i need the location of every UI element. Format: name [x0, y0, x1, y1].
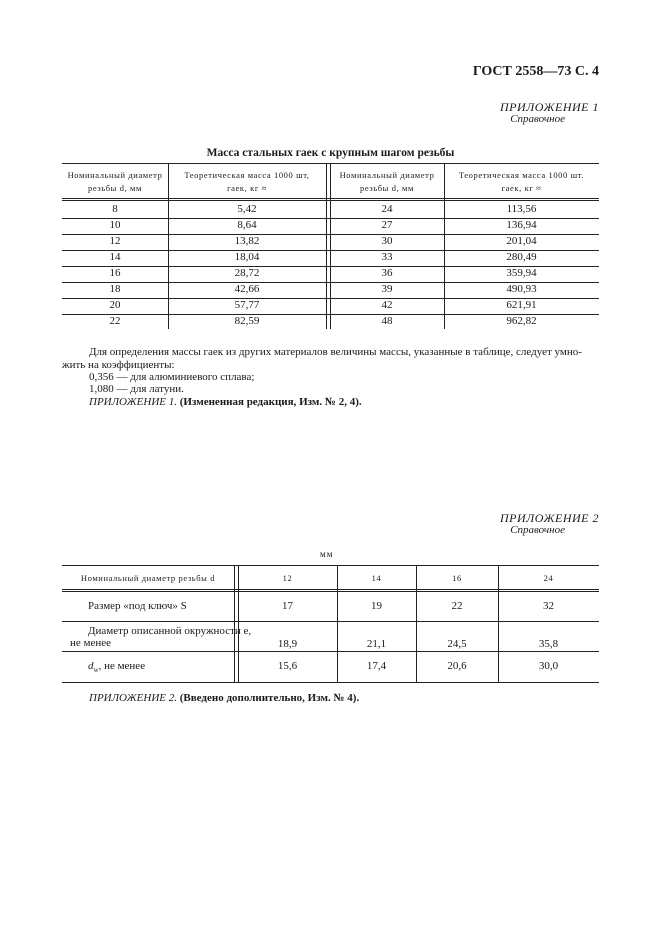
table-row: 22 82,59 48 962,82: [109, 315, 537, 327]
table-2: [62, 565, 599, 685]
table-1: [62, 163, 599, 333]
table-2-header-value: 24: [543, 573, 554, 583]
table-1-header-diameter-1: Номинальный диаметр резьбы d, мм: [67, 170, 163, 193]
table-2-header-value: 14: [371, 573, 382, 583]
appendix-1-edition-note: ПРИЛОЖЕНИЕ 1. (Измененная редакция, Изм. № 2, 4).: [89, 396, 362, 408]
table-row: 10 8,64 27 136,94: [62, 219, 599, 235]
table-row: 16 28,72 36 359,94: [62, 267, 599, 283]
appendix-2-edition-note: ПРИЛОЖЕНИЕ 2. (Введено дополнительно, Изм. № 4).: [89, 692, 360, 704]
table-2-header-value: 16: [452, 573, 462, 583]
appendix-2-subtitle: Справочное: [510, 524, 565, 536]
note-paragraph-line-2: жить на коэффициенты:: [62, 359, 175, 371]
coefficient-aluminium: 0,356 — для алюминиевого сплава;: [89, 371, 255, 383]
table-row: 8 5,42 24 113,56: [62, 203, 599, 219]
appendix-1-subtitle: Справочное: [510, 113, 565, 125]
coefficient-brass: 1,080 — для латуни.: [89, 383, 184, 395]
appendix-2-title: ПРИЛОЖЕНИЕ 2: [500, 511, 599, 525]
table-row: 18 42,66 39 490,93: [62, 283, 599, 299]
table-row: 14 18,04 33 280,49: [62, 251, 599, 267]
table-1-header-mass-1: Теоретическая масса 1000 шт, гаек, кг ≈: [184, 170, 310, 193]
appendix-1-title: ПРИЛОЖЕНИЕ 1: [500, 100, 599, 114]
table-row: Размер «под ключ» S 17 19 22 32: [88, 600, 554, 612]
table-2-header-value: 12: [282, 573, 293, 583]
table-1-header-diameter-2: Номинальный диаметр резьбы d, мм: [339, 170, 435, 193]
note-paragraph-line-1: Для определения массы гаек из других материалов величины массы, указанные в таблице, следует умно-: [89, 346, 582, 358]
unit-label: мм: [320, 549, 334, 559]
document-reference: ГОСТ 2558—73 С. 4: [472, 64, 599, 79]
table-1-header-mass-2: Теоретическая масса 1000 шт. гаек, кг ≈: [458, 170, 585, 193]
table-row: $d_w$, не менее 15,6 17,4 20,6 30,0: [88, 660, 559, 674]
table-row: 12 13,82 30 201,04: [62, 235, 599, 251]
table-row: 20 57,77 42 621,91: [62, 299, 599, 315]
table-2-header-label: Номинальный диаметр резьбы d: [80, 573, 216, 583]
table-1-caption: Масса стальных гаек с крупным шагом резьбы: [206, 147, 455, 159]
table-row: Диаметр описанной окружности e, не менее 18,9 21,1 24,5 35,8: [70, 625, 559, 650]
